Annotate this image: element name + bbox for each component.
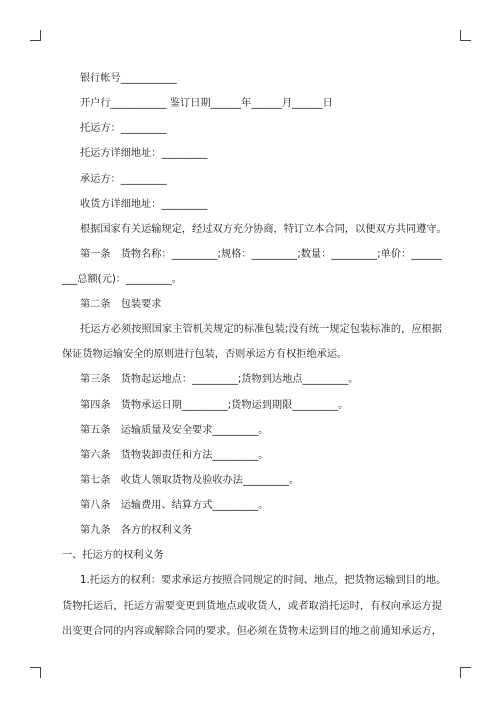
crop-mark-bottom-left [30,667,41,678]
article-7: 第七条 收货人领取货物及验收办法_________。 [80,475,300,486]
shipper-rights-line-1: 1.托运方的权利：要求承运方按照合同规定的时间、地点，把货物运输到目的地。 [80,575,447,586]
bank-and-date-line: 开户行___________ 鉴订日期______年______月______日 [80,98,333,109]
preamble-paragraph: 根据国家有关运输规定，经过双方充分协商，特订立本合同，以便双方共同遵守。 [80,224,447,235]
shipper-rights-line-3: 出变更合同的内容或解除合同的要求。但必须在货物未运到目的地之前通知承运方， [62,626,442,637]
bank-account-line: 银行帐号___________ [80,73,177,84]
article-9-heading: 第九条 各方的权利义务 [80,525,193,536]
shipper-rights-line-2: 货物托运后，托运方需要变更到货地点或收货人，或者取消托运时，有权向承运方提 [62,601,442,612]
article-4: 第四条 货物承运日期_________;货物运到期限_________。 [80,400,349,411]
article-2-heading: 第二条 包装要求 [80,299,162,310]
packaging-paragraph-line-1: 托运方必须按照国家主管机关规定的标准包装;没有统一规定包装标准的，应根据 [80,324,442,335]
crop-mark-top-left [30,30,41,41]
crop-mark-bottom-right [460,667,471,678]
article-1: 第一条 货物名称：_________;规格：_________;数量：_________;单价：______ [80,249,442,260]
article-6: 第六条 货物装卸责任和方法_________。 [80,450,269,461]
shipper-address-line: 托运方详细地址：_________ [80,148,208,159]
article-3: 第三条 货物起运地点：_________;货物到达地点_________。 [80,374,359,385]
article-1-continued: ___总额(元)：_________。 [62,274,183,285]
section-1-heading: 一、托运方的权利义务 [62,550,164,561]
packaging-paragraph-line-2: 保证货物运输安全的原则进行包装，否则承运方有权拒绝承运。 [62,349,348,360]
crop-mark-top-right [460,30,471,41]
carrier-line: 承运方：_________ [80,174,167,185]
article-8: 第八条 运输费用、结算方式_________。 [80,500,269,511]
consignee-address-line: 收货方详细地址：_________ [80,199,208,210]
shipper-line: 托运方：_________ [80,123,167,134]
article-5: 第五条 运输质量及安全要求_________。 [80,425,269,436]
